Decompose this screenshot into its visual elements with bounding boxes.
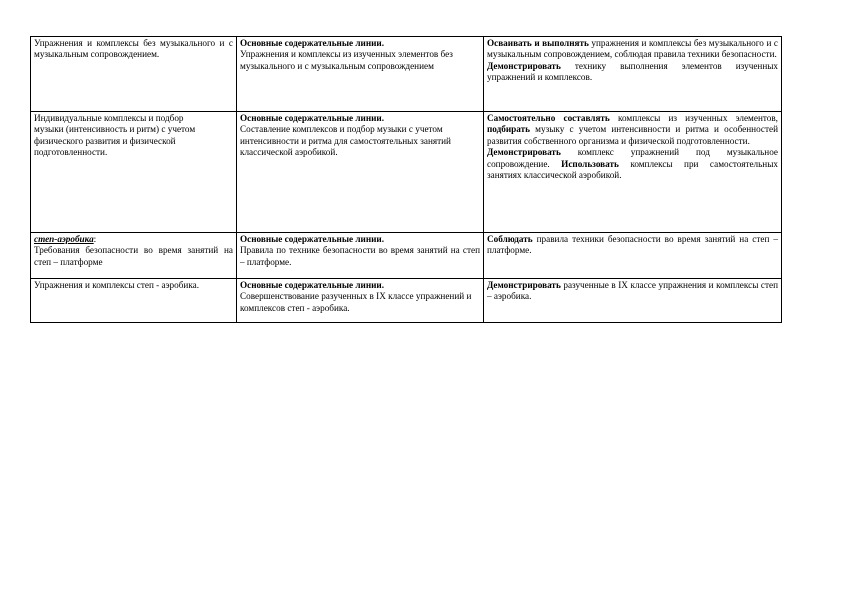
- topic-text: Упражнения и комплексы без музыкального и с музыкальным сопровождением.: [34, 38, 233, 60]
- table-row: [31, 37, 782, 112]
- activity-verb: Соблюдать: [487, 234, 533, 244]
- content-heading: Основные содержательные линии.: [240, 113, 385, 123]
- topic-cell: [31, 279, 237, 323]
- table-row: [31, 233, 782, 279]
- content-text: Совершенствование разученных в IX классе упражнений и комплексов степ - аэробика.: [240, 291, 472, 313]
- activity-cell: [484, 279, 782, 323]
- activity-cell: [484, 112, 782, 233]
- activity-paragraph: [487, 61, 778, 84]
- activity-verb: подбирать: [487, 124, 530, 135]
- content-text: Упражнения и комплексы из изученных элементов без музыкального и с музыкальным сопровождением: [240, 49, 453, 71]
- activity-paragraph: [487, 147, 778, 181]
- content-cell: [237, 233, 484, 279]
- topic-text: Упражнения и комплексы степ - аэробика.: [34, 280, 200, 290]
- activity-paragraph: [487, 234, 778, 257]
- activity-text: правила техники безопасности во время занятий на степ – платформе.: [487, 234, 778, 256]
- content-cell: [237, 279, 484, 323]
- topic-text: Требования безопасности во время занятий на степ – платформе: [34, 245, 233, 267]
- content-heading: Основные содержательные линии.: [240, 234, 385, 244]
- activity-verb: Осваивать и выполнять: [487, 38, 589, 48]
- activity-paragraph: [487, 38, 778, 61]
- content-cell: [237, 37, 484, 112]
- topic-title: степ-аэробика: [34, 234, 94, 244]
- content-heading: Основные содержательные линии.: [240, 280, 385, 290]
- topic-cell: [31, 37, 237, 112]
- topic-title-suffix: :: [93, 234, 97, 244]
- content-table: [30, 36, 782, 323]
- activity-text: технику выполнения элементов изученных упражнений и комплексов.: [487, 60, 778, 83]
- topic-cell: [31, 233, 237, 279]
- content-heading: Основные содержательные линии.: [240, 38, 385, 48]
- activity-text: комплексы из изученных элементов,: [609, 113, 778, 123]
- content-cell: [237, 112, 484, 233]
- content-text: Правила по технике безопасности во время занятий на степ – платформе.: [240, 245, 480, 267]
- activity-text: разученные в IX классе упражнения и комплексы степ – аэробика.: [487, 280, 778, 302]
- activity-paragraph: [487, 280, 778, 303]
- table-row: [31, 112, 782, 233]
- activity-verb: Демонстрировать: [487, 60, 561, 71]
- activity-text: комплексы при самостоятельных занятиях классической аэробикой.: [487, 158, 778, 181]
- activity-cell: [484, 233, 782, 279]
- activity-cell: [484, 37, 782, 112]
- topic-cell: [31, 112, 237, 233]
- activity-verb: Демонстрировать: [487, 280, 561, 290]
- table-row: [31, 279, 782, 323]
- topic-text: Индивидуальные комплексы и подбор музыки (интенсивность и ритм) с учетом физического развития и физической подготовленности.: [34, 113, 196, 158]
- activity-text: музыку с учетом интенсивности и ритма и особенностей развития собственного организма и физической подготовленности.: [487, 124, 778, 146]
- activity-verb: Самостоятельно составлять: [487, 113, 610, 123]
- topic-title-line: [34, 234, 233, 245]
- activity-verb: Использовать: [561, 158, 619, 169]
- activity-paragraph: [487, 113, 778, 147]
- activity-text: комплекс упражнений под музыкальное сопровождение.: [487, 147, 778, 169]
- activity-verb: Демонстрировать: [487, 147, 561, 158]
- activity-text: упражнения и комплексы без музыкального и с музыкальным сопровождением, соблюдая правила техники безопасности.: [487, 38, 778, 60]
- content-text: Составление комплексов и подбор музыки с учетом интенсивности и ритма для самостоятельных занятий классической аэробикой.: [240, 124, 451, 158]
